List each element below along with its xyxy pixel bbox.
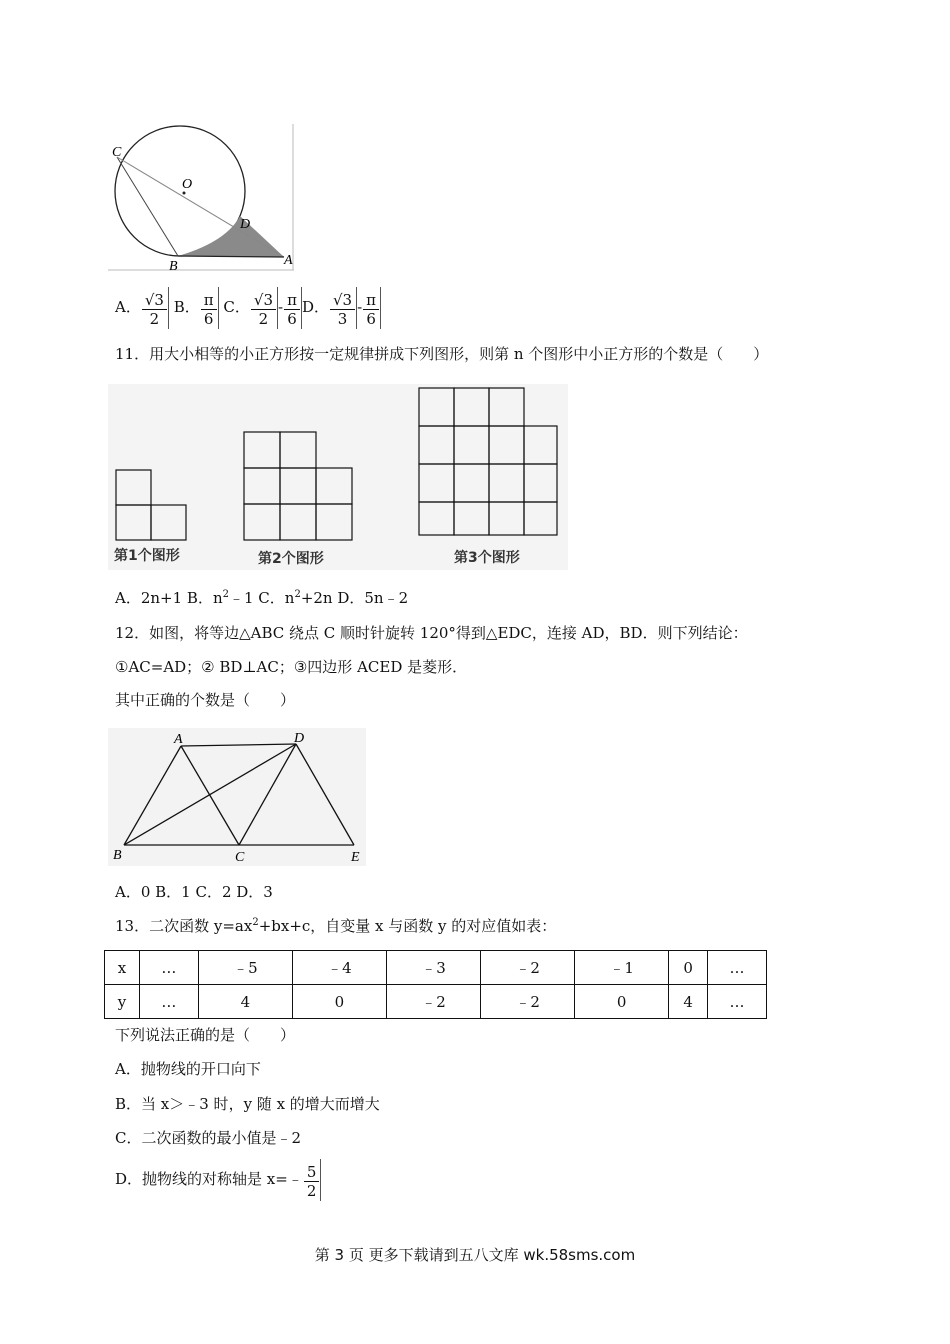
table-row-y <box>105 985 767 1019</box>
q10-d-num2: π <box>363 291 379 310</box>
q11-figure <box>108 384 568 570</box>
q10-options <box>115 286 381 329</box>
table-cell: 4 <box>669 985 708 1019</box>
q11-caption-1: 第1个图形 <box>114 548 180 564</box>
q11-sup-2: 2 <box>294 589 301 600</box>
table-cell: ﹣5 <box>198 951 292 985</box>
q12-question: 其中正确的个数是（ ） <box>115 691 296 709</box>
q12-label-e: E <box>351 850 360 865</box>
table-cell: x <box>105 951 140 985</box>
q10-label-b: B <box>169 259 178 274</box>
table-cell: ﹣2 <box>386 985 480 1019</box>
q11-stem: 11．用大小相等的小正方形按一定规律拼成下列图形，则第 n 个图形中小正方形的个数是（ ） <box>115 345 769 363</box>
q10-shaded-region <box>178 216 284 257</box>
q12-label-d: D <box>294 731 305 746</box>
table-cell: 4 <box>198 985 292 1019</box>
table-cell: … <box>708 951 767 985</box>
q12-figure <box>108 728 366 866</box>
q10-option-b-label: B． <box>173 298 200 316</box>
q13-option-d-text: D．抛物线的对称轴是 x=﹣ <box>115 1170 303 1188</box>
q11-sup-1: 2 <box>222 589 229 600</box>
table-cell: … <box>708 985 767 1019</box>
q13-option-b: B．当 x＞﹣3 时，y 随 x 的增大而增大 <box>115 1095 380 1113</box>
q13-value-table <box>104 950 767 1019</box>
q10-option-c-label: C． <box>223 298 250 316</box>
q13-option-a: A．抛物线的开口向下 <box>115 1060 261 1078</box>
q10-c-num1: √3 <box>251 291 276 310</box>
q10-figure <box>108 124 298 274</box>
q10-d-minus: - <box>357 298 363 316</box>
q12-label-b: B <box>113 848 122 863</box>
q13-option-d-num: 5 <box>304 1163 320 1182</box>
table-cell: ﹣1 <box>575 951 669 985</box>
q10-option-d-label: D． <box>301 298 329 316</box>
q12-options: A．0 B．1 C．2 D．3 <box>115 883 273 901</box>
q10-label-d: D <box>240 217 251 232</box>
q10-c-minus: - <box>278 298 284 316</box>
q12-label-c: C <box>235 850 245 865</box>
q11-options-part-a: A．2n+1 B．n <box>115 589 223 607</box>
table-cell: ﹣2 <box>481 985 575 1019</box>
q11-caption-3: 第3个图形 <box>454 550 520 566</box>
table-cell: ﹣4 <box>292 951 386 985</box>
q10-option-a-label: A． <box>115 298 141 316</box>
q10-a-den: 2 <box>149 309 160 328</box>
q13-stem-sup: 2 <box>252 917 259 928</box>
q10-label-c: C <box>112 145 122 160</box>
q10-label-o: O <box>182 177 193 192</box>
q11-options <box>115 588 408 608</box>
q13-question: 下列说法正确的是（ ） <box>115 1026 296 1044</box>
q13-option-d-den: 2 <box>306 1181 317 1200</box>
q12-label-a: A <box>174 732 183 747</box>
table-cell: ﹣3 <box>386 951 480 985</box>
q12-stem: 12．如图，将等边△ABC 绕点 C 顺时针旋转 120°得到△EDC，连接 AD，BD．则下列结论： <box>115 624 748 642</box>
q13-option-d <box>115 1158 321 1201</box>
q10-c-den1: 2 <box>258 309 269 328</box>
table-cell: … <box>139 951 198 985</box>
q10-d-num1: √3 <box>330 291 355 310</box>
q11-options-part-b: ﹣1 C．n <box>228 589 295 607</box>
q13-option-c: C．二次函数的最小值是﹣2 <box>115 1129 302 1147</box>
q13-stem-part-a: 13．二次函数 y=ax <box>115 917 253 935</box>
q10-a-num: √3 <box>142 291 167 310</box>
q13-stem-part-b: +bx+c，自变量 x 与函数 y 的对应值如表： <box>258 917 557 935</box>
table-cell: y <box>105 985 140 1019</box>
table-cell: 0 <box>292 985 386 1019</box>
table-cell: 0 <box>575 985 669 1019</box>
q11-options-part-c: +2n D．5n﹣2 <box>300 589 409 607</box>
q10-d-den2: 6 <box>366 309 376 328</box>
q10-d-den1: 3 <box>337 309 348 328</box>
q12-conclusions: ①AC=AD；② BD⊥AC；③四边形 ACED 是菱形． <box>115 658 468 676</box>
q10-label-a: A <box>284 253 293 268</box>
q10-b-num: π <box>201 291 217 310</box>
q11-caption-2: 第2个图形 <box>258 551 324 567</box>
table-cell: 0 <box>669 951 708 985</box>
table-cell: ﹣2 <box>481 951 575 985</box>
q10-c-num2: π <box>284 291 300 310</box>
table-cell: … <box>139 985 198 1019</box>
page-footer: 第 3 页 更多下载请到五八文库 wk.58sms.com <box>314 1246 636 1264</box>
table-row-x <box>105 951 767 985</box>
q10-b-den: 6 <box>203 309 214 328</box>
q10-c-den2: 6 <box>287 309 297 328</box>
q13-stem <box>115 916 556 936</box>
